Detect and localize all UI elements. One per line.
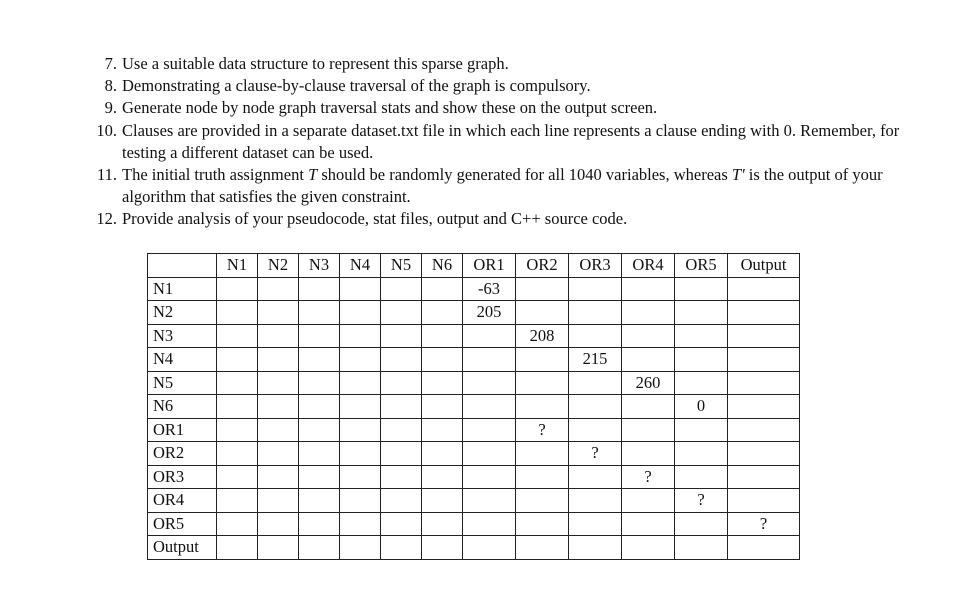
matrix-cell <box>340 536 381 560</box>
matrix-cell <box>299 324 340 348</box>
matrix-row-header: N1 <box>148 277 217 301</box>
matrix-cell <box>728 301 800 325</box>
matrix-cell <box>258 442 299 466</box>
matrix-cell <box>381 536 422 560</box>
matrix-cell <box>422 418 463 442</box>
requirement-text: Provide analysis of your pseudocode, stat files, output and C++ source code. <box>122 209 628 229</box>
matrix-cell <box>217 512 258 536</box>
matrix-row <box>148 324 800 348</box>
matrix-cell <box>422 465 463 489</box>
matrix-cell <box>463 395 516 419</box>
requirement-number: 9 . <box>89 97 117 119</box>
matrix-cell <box>463 465 516 489</box>
matrix-cell <box>516 465 569 489</box>
matrix-cell <box>422 442 463 466</box>
matrix-cell <box>728 277 800 301</box>
matrix-cell <box>675 277 728 301</box>
matrix-cell <box>622 301 675 325</box>
matrix-cell <box>217 395 258 419</box>
matrix-cell <box>217 371 258 395</box>
matrix-column-header: N6 <box>422 254 463 278</box>
variable-t: T <box>308 165 318 185</box>
matrix-cell <box>675 512 728 536</box>
matrix-cell <box>675 348 728 372</box>
matrix-cell: 205 <box>463 301 516 325</box>
matrix-row <box>148 371 800 395</box>
matrix-cell <box>299 489 340 513</box>
matrix-cell <box>728 418 800 442</box>
matrix-cell <box>217 277 258 301</box>
matrix-column-header: N1 <box>217 254 258 278</box>
matrix-cell <box>728 465 800 489</box>
matrix-cell <box>258 465 299 489</box>
matrix-cell <box>381 324 422 348</box>
matrix-cell <box>516 512 569 536</box>
matrix-cell <box>728 371 800 395</box>
matrix-cell <box>258 395 299 419</box>
matrix-cell <box>258 277 299 301</box>
requirement-item-8 <box>89 75 909 97</box>
matrix-cell <box>340 418 381 442</box>
requirement-text-part: is the output of your algorithm that satisfies the given constraint. <box>122 165 883 207</box>
requirement-number: 11 . <box>89 164 117 186</box>
matrix-cell <box>299 512 340 536</box>
matrix-cell <box>258 301 299 325</box>
matrix-cell <box>258 512 299 536</box>
matrix-row-header: OR5 <box>148 512 217 536</box>
matrix-cell <box>422 348 463 372</box>
matrix-cell <box>381 489 422 513</box>
variable-t-prime: T' <box>731 165 745 185</box>
matrix-cell <box>569 395 622 419</box>
requirement-text: Generate node by node graph traversal stats and show these on the output screen. <box>122 98 658 118</box>
matrix-cell <box>340 489 381 513</box>
matrix-cell <box>463 536 516 560</box>
matrix-cell <box>299 395 340 419</box>
matrix-row <box>148 348 800 372</box>
matrix-cell <box>217 536 258 560</box>
matrix-cell <box>340 371 381 395</box>
requirement-number: 8 . <box>89 75 117 97</box>
matrix-cell <box>675 301 728 325</box>
matrix-cell <box>422 489 463 513</box>
matrix-cell <box>569 371 622 395</box>
requirement-item-12 <box>89 208 909 230</box>
matrix-row-header: N2 <box>148 301 217 325</box>
matrix-cell: ? <box>622 465 675 489</box>
matrix-cell <box>340 465 381 489</box>
matrix-cell <box>622 418 675 442</box>
requirement-item-10 <box>89 120 909 164</box>
matrix-cell <box>675 465 728 489</box>
matrix-cell: ? <box>516 418 569 442</box>
matrix-cell <box>381 512 422 536</box>
matrix-cell <box>728 442 800 466</box>
matrix-row <box>148 395 800 419</box>
matrix-column-header: OR1 <box>463 254 516 278</box>
matrix-row <box>148 418 800 442</box>
matrix-cell <box>381 418 422 442</box>
matrix-cell <box>217 465 258 489</box>
matrix-cell <box>516 301 569 325</box>
matrix-cell <box>422 324 463 348</box>
matrix-row <box>148 536 800 560</box>
matrix-cell <box>217 301 258 325</box>
matrix-cell <box>422 536 463 560</box>
matrix-cell <box>299 277 340 301</box>
matrix-cell: 260 <box>622 371 675 395</box>
matrix-cell <box>422 277 463 301</box>
requirement-text <box>122 165 883 206</box>
matrix-cell <box>340 301 381 325</box>
matrix-cell <box>340 512 381 536</box>
matrix-cell <box>258 418 299 442</box>
matrix-cell <box>381 348 422 372</box>
matrix-cell: ? <box>728 512 800 536</box>
matrix-row-header: OR2 <box>148 442 217 466</box>
requirements-list <box>89 53 909 231</box>
matrix-cell <box>569 277 622 301</box>
matrix-row-header: N3 <box>148 324 217 348</box>
matrix-cell <box>422 512 463 536</box>
matrix-cell <box>463 442 516 466</box>
matrix-cell <box>381 465 422 489</box>
matrix-cell <box>463 489 516 513</box>
matrix-cell <box>299 348 340 372</box>
matrix-cell <box>569 324 622 348</box>
matrix-row <box>148 465 800 489</box>
matrix-cell <box>728 324 800 348</box>
matrix-cell <box>463 324 516 348</box>
matrix-column-header: OR3 <box>569 254 622 278</box>
matrix-cell <box>340 395 381 419</box>
matrix-cell <box>340 324 381 348</box>
matrix-cell <box>299 418 340 442</box>
matrix-cell <box>728 489 800 513</box>
matrix-column-header: Output <box>728 254 800 278</box>
matrix-cell <box>728 348 800 372</box>
matrix-cell <box>381 395 422 419</box>
matrix-cell <box>728 395 800 419</box>
matrix-cell <box>340 277 381 301</box>
matrix-cell <box>622 324 675 348</box>
matrix-cell <box>463 348 516 372</box>
matrix-column-header: N2 <box>258 254 299 278</box>
matrix-cell: 208 <box>516 324 569 348</box>
matrix-cell <box>422 371 463 395</box>
matrix-cell <box>569 418 622 442</box>
matrix-cell <box>569 489 622 513</box>
matrix-cell <box>422 301 463 325</box>
matrix-cell <box>217 489 258 513</box>
matrix-body <box>148 277 800 559</box>
matrix-cell <box>422 395 463 419</box>
matrix-column-header: N3 <box>299 254 340 278</box>
matrix-cell <box>516 395 569 419</box>
matrix-cell <box>569 536 622 560</box>
matrix-cell <box>622 277 675 301</box>
matrix-cell <box>675 418 728 442</box>
matrix-cell <box>299 371 340 395</box>
matrix-cell <box>516 371 569 395</box>
matrix-cell <box>381 301 422 325</box>
matrix-row-header: N6 <box>148 395 217 419</box>
matrix-cell <box>381 371 422 395</box>
requirement-text-part: The initial truth assignment <box>122 165 309 185</box>
requirement-item-7 <box>89 53 909 75</box>
matrix-cell <box>463 512 516 536</box>
matrix-cell <box>622 489 675 513</box>
matrix-cell: 215 <box>569 348 622 372</box>
matrix-cell <box>516 442 569 466</box>
matrix-cell <box>463 371 516 395</box>
matrix-cell <box>258 489 299 513</box>
matrix-cell <box>516 489 569 513</box>
matrix-cell <box>516 348 569 372</box>
requirement-item-9 <box>89 97 909 119</box>
matrix-row-header: Output <box>148 536 217 560</box>
matrix-cell <box>340 348 381 372</box>
matrix-row-header: OR3 <box>148 465 217 489</box>
matrix-column-header: OR2 <box>516 254 569 278</box>
requirement-number: 10 . <box>89 120 117 142</box>
matrix-cell <box>217 418 258 442</box>
matrix-cell <box>299 301 340 325</box>
matrix-cell: ? <box>675 489 728 513</box>
matrix-cell <box>675 536 728 560</box>
matrix-cell <box>569 512 622 536</box>
matrix-cell: ? <box>569 442 622 466</box>
matrix-cell <box>728 536 800 560</box>
requirement-text: Clauses are provided in a separate dataset.txt file in which each line represents a clause ending with 0. Remember, for testing a different dataset can be used. <box>122 120 900 162</box>
matrix-column-header: N5 <box>381 254 422 278</box>
matrix-cell <box>258 324 299 348</box>
matrix-cell <box>258 348 299 372</box>
matrix-cell <box>622 348 675 372</box>
matrix-cell <box>675 324 728 348</box>
matrix-row-header: OR1 <box>148 418 217 442</box>
matrix-row-header: N4 <box>148 348 217 372</box>
matrix-cell <box>258 536 299 560</box>
matrix-column-header: OR4 <box>622 254 675 278</box>
matrix-cell <box>463 418 516 442</box>
matrix-cell <box>299 442 340 466</box>
matrix-row-header: N5 <box>148 371 217 395</box>
requirement-number: 12 . <box>89 208 117 230</box>
matrix-cell <box>217 442 258 466</box>
matrix-cell <box>569 301 622 325</box>
matrix-cell <box>569 465 622 489</box>
matrix-row <box>148 301 800 325</box>
matrix-cell <box>299 536 340 560</box>
matrix-row <box>148 489 800 513</box>
matrix-corner-cell <box>148 254 217 278</box>
matrix-cell: 0 <box>675 395 728 419</box>
requirement-text-part: should be randomly generated for all 1040 variables, whereas <box>317 165 732 185</box>
matrix-column-header: OR5 <box>675 254 728 278</box>
matrix-cell <box>516 536 569 560</box>
matrix-row <box>148 442 800 466</box>
matrix-cell <box>381 277 422 301</box>
requirement-item-11 <box>89 164 909 208</box>
matrix-cell <box>622 536 675 560</box>
matrix-cell <box>299 465 340 489</box>
matrix-cell <box>258 371 299 395</box>
adjacency-matrix-table <box>147 253 800 560</box>
matrix-cell <box>675 371 728 395</box>
matrix-row <box>148 512 800 536</box>
matrix-cell <box>622 395 675 419</box>
matrix-cell <box>622 442 675 466</box>
matrix-header-row <box>148 254 800 278</box>
matrix-cell <box>675 442 728 466</box>
matrix-cell <box>516 277 569 301</box>
matrix-cell: -63 <box>463 277 516 301</box>
matrix-cell <box>622 512 675 536</box>
requirement-text: Use a suitable data structure to represent this sparse graph. <box>122 54 509 73</box>
matrix-row <box>148 277 800 301</box>
requirement-text: Demonstrating a clause-by-clause traversal of the graph is compulsory. <box>122 76 591 96</box>
matrix-cell <box>381 442 422 466</box>
matrix-cell <box>340 442 381 466</box>
requirement-number: 7 . <box>89 53 117 75</box>
matrix-cell <box>217 348 258 372</box>
matrix-cell <box>217 324 258 348</box>
matrix-row-header: OR4 <box>148 489 217 513</box>
matrix-column-header: N4 <box>340 254 381 278</box>
